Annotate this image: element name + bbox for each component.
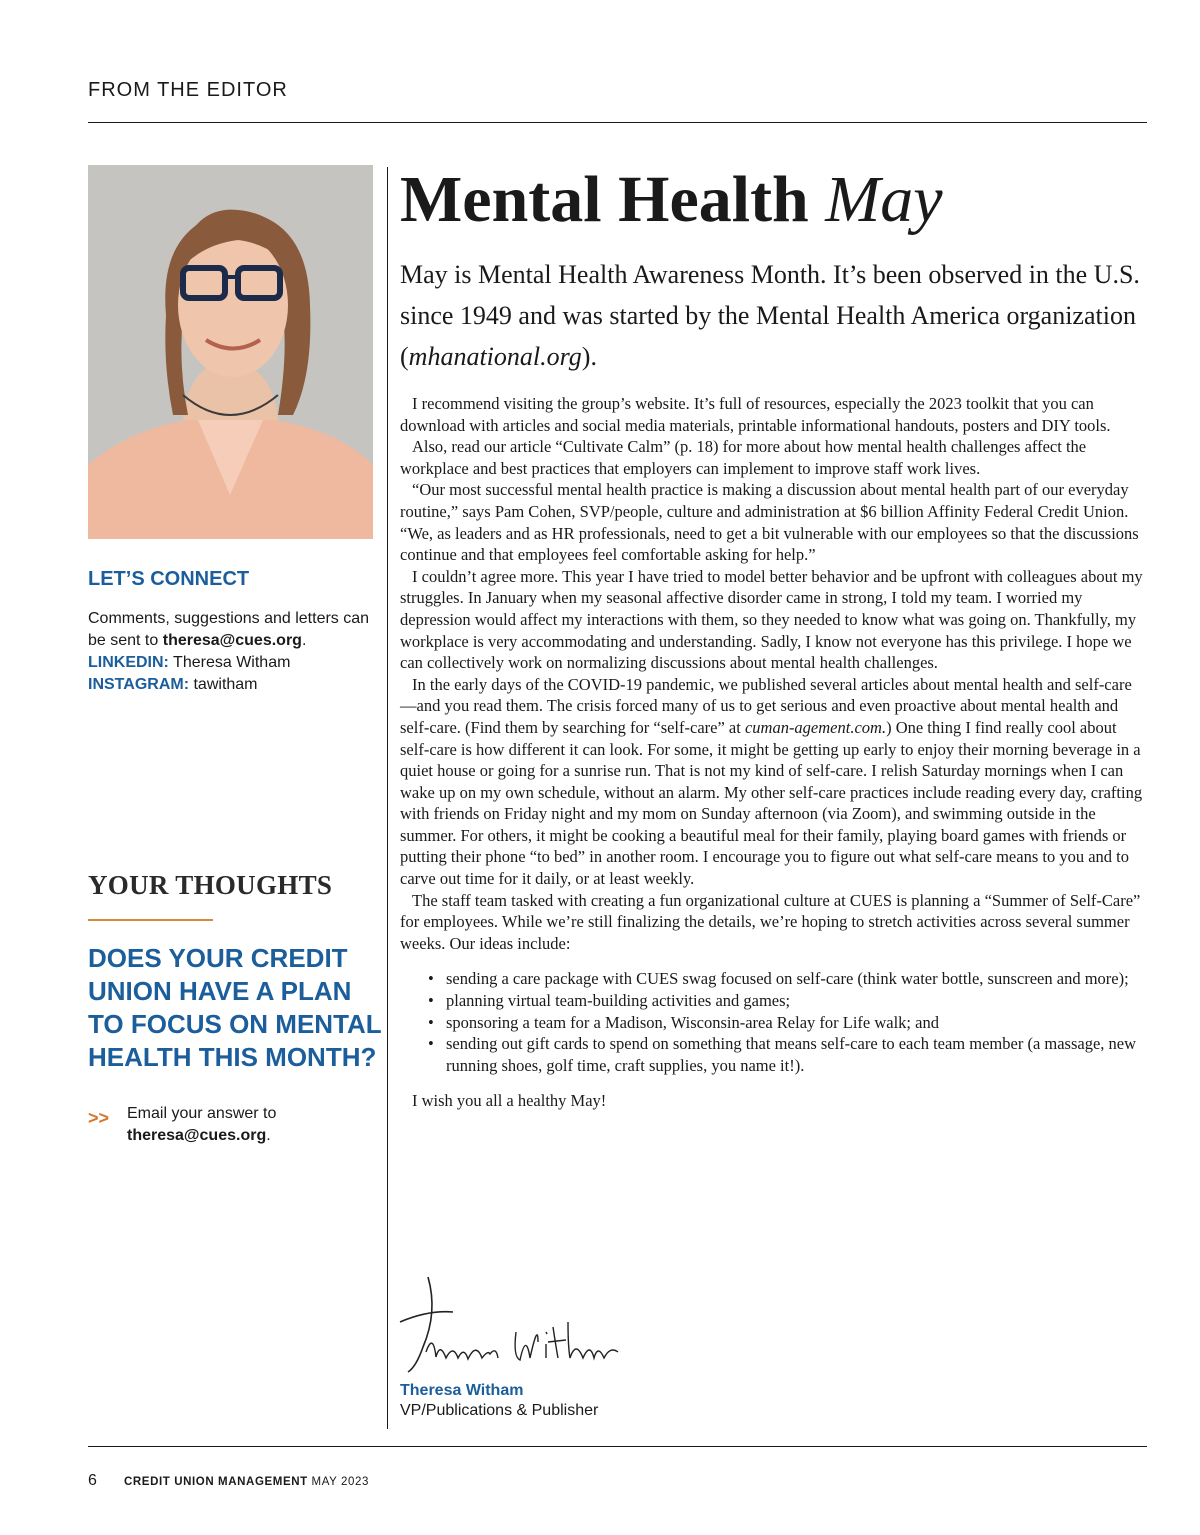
column-divider: [387, 167, 388, 1429]
double-chevron-icon: >>: [88, 1108, 110, 1128]
publication-name: CREDIT UNION MANAGEMENT: [124, 1476, 308, 1488]
your-thoughts-heading: YOUR THOUGHTS: [88, 870, 333, 900]
body-paragraph: The staff team tasked with creating a fun organizational culture at CUES is planning a “Summer of Self-Care” for employees. While we’re still finalizing the details, we’re hoping to stretch activities across several summer weeks. Our ideas include:: [400, 890, 1141, 953]
list-item: • sending out gift cards to spend on something that means self-care to each team member (a massage, new running shoes, golf time, craft supplies, you name it!).: [428, 1033, 1148, 1076]
lets-connect-body: [88, 608, 378, 696]
linkedin-value[interactable]: Theresa Witham: [173, 654, 291, 671]
article-deck: [400, 254, 1150, 377]
your-thoughts-divider: [88, 919, 213, 921]
body-paragraph: “Our most successful mental health practice is making a discussion about mental health part of our everyday routine,” says Pam Cohen, SVP/people, culture and administration at $6 billion Affinity Federal Credit Union. “We, as leaders and as HR professionals, need to get a bit vulnerable with our employees so that the discussions continue and that employees feel comfortable asking for help.”: [400, 480, 1139, 565]
editor-photo: [88, 165, 373, 539]
publication-footer: [124, 1476, 369, 1488]
body-paragraph: [400, 674, 1148, 890]
connect-email-link[interactable]: theresa@cues.org: [162, 632, 302, 649]
body-paragraph: I recommend visiting the group’s website. It’s full of resources, especially the 2023 toolkit that you can download with articles and social media materials, printable informational handouts, posters and DIY tools.: [400, 394, 1111, 435]
handwritten-signature: [398, 1272, 628, 1382]
author-title: VP/Publications & Publisher: [400, 1402, 599, 1419]
email-answer-prompt: [127, 1103, 377, 1147]
body-paragraph: I couldn’t agree more. This year I have tried to model better behavior and be upfront with colleagues about my struggles. In January when my seasonal affective disorder came in strong, I told my team. I worried my depression would affect my interactions with them, so they needed to know what was going on. Thankfully, my workplace is very accommodating and understanding. Sadly, I know not everyone has this privilege. I hope we can collectively work on normalizing discussions about mental health challenges.: [400, 566, 1143, 673]
author-name: Theresa Witham: [400, 1382, 524, 1399]
article-body: [400, 393, 1148, 1112]
deck-link[interactable]: mhanational.org: [408, 342, 582, 371]
list-item: • sending a care package with CUES swag focused on self-care (think water bottle, sunscreen and more);: [428, 968, 1148, 990]
lets-connect-heading: LET’S CONNECT: [88, 568, 250, 590]
deck-text: May is Mental Health Awareness Month. It’s been observed in the U.S. since 1949 and was started by the Mental Health America organization (: [400, 260, 1140, 371]
deck-text-end: ).: [581, 342, 597, 371]
email-answer-link[interactable]: theresa@cues.org: [127, 1127, 267, 1144]
top-divider: [88, 122, 1147, 123]
reader-question: DOES YOUR CREDIT UNION HAVE A PLAN TO FOCUS ON MENTAL HEALTH THIS MONTH?: [88, 943, 382, 1072]
list-item: • planning virtual team-building activities and games;: [428, 990, 1148, 1012]
page-number: 6: [88, 1472, 97, 1489]
article-headline: [400, 162, 943, 238]
closing-line: I wish you all a healthy May!: [412, 1091, 607, 1111]
linkedin-label: LINKEDIN:: [88, 654, 169, 671]
ideas-list: [428, 968, 1148, 1076]
instagram-label: INSTAGRAM:: [88, 676, 190, 693]
headline-italic: May: [825, 163, 943, 236]
instagram-value[interactable]: tawitham: [193, 676, 258, 693]
body-paragraph: Also, read our article “Cultivate Calm” (p. 18) for more about how mental health challenges affect the workplace and best practices that employers can implement to improve staff work lives.: [400, 437, 1087, 478]
email-answer-text: Email your answer to: [127, 1105, 277, 1122]
issue-date: MAY 2023: [311, 1476, 369, 1488]
email-answer-suffix: .: [266, 1127, 271, 1144]
section-label: FROM THE EDITOR: [88, 79, 288, 101]
list-item: • sponsoring a team for a Madison, Wisconsin-area Relay for Life walk; and: [428, 1012, 1148, 1034]
connect-email-suffix: .: [301, 632, 307, 649]
headline-main: Mental Health: [400, 163, 809, 236]
cumanagement-link[interactable]: cuman-agement.com.: [744, 717, 887, 737]
paragraph-text: In the early days of the COVID-19 pandemic, we published several articles about mental health and self-care—and you read them. The crisis forced many of us to get serious and even proactive about mental health and self-care. (Find them by searching for “self-care” at: [400, 674, 1132, 737]
paragraph-text: ) One thing I find really cool about self-care is how different it can look. For some, it might be getting up early to enjoy their morning beverage in a quiet house or going for a sunrise run. That is not my kind of self-care. I relish Saturday mornings when I can wake up on my own schedule, without an alarm. My other self-care practices include reading every day, crafting with friends on Friday night and my mom on Sunday afternoon (via Zoom), and swimming outside in the summer. For others, it might be cooking a beautiful meal for their family, playing board games with friends or putting their phone “to bed” in another room. I encourage you to figure out what self-care means to you and to carve out time for it daily, or at least weekly.: [400, 717, 1143, 889]
bottom-divider: [88, 1446, 1147, 1447]
connect-intro: Comments, suggestions and letters can be sent to: [88, 610, 370, 649]
